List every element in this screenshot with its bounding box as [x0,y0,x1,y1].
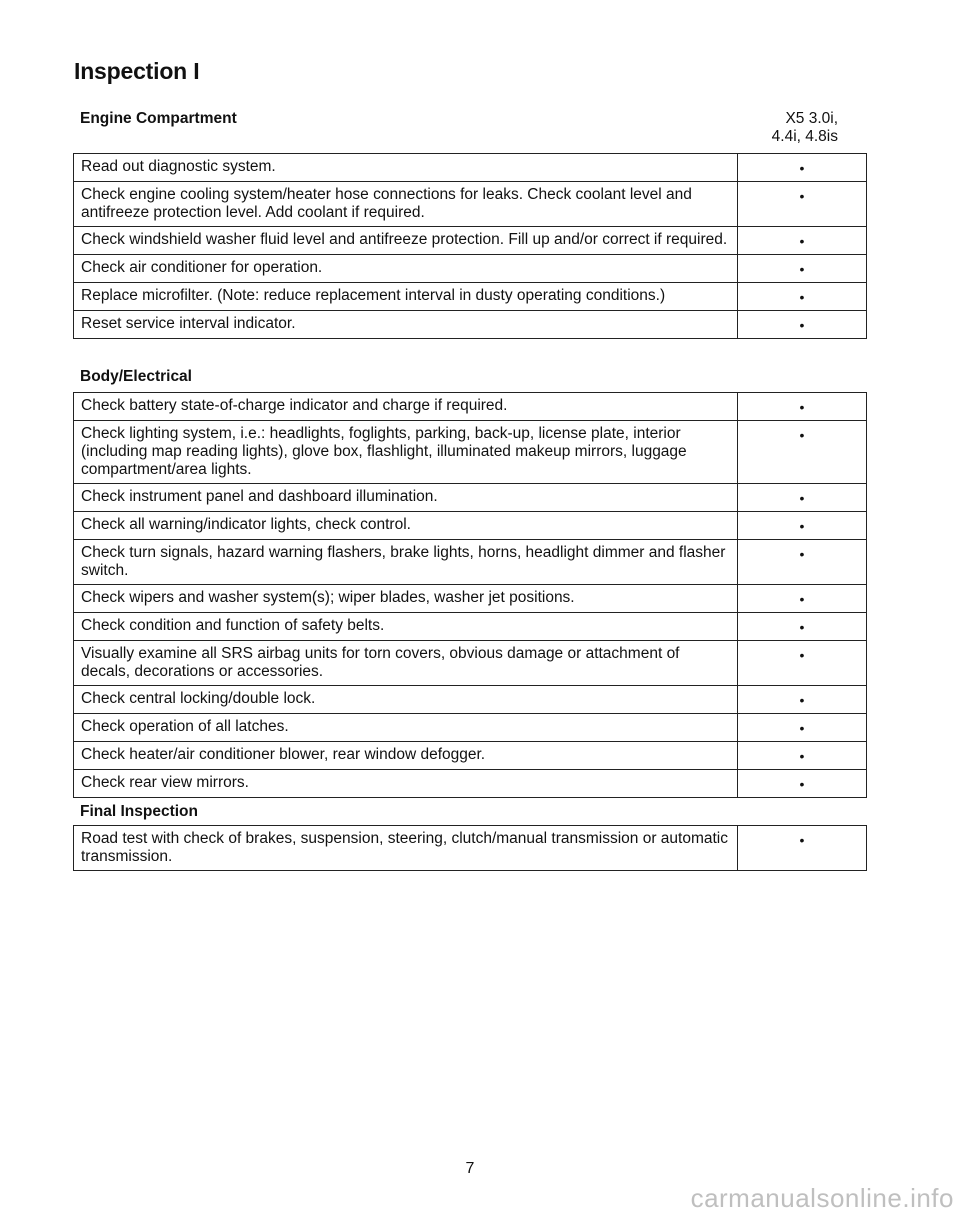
task-description: Check heater/air conditioner blower, rear window defogger. [74,742,738,770]
watermark-text: carmanualsonline.info [690,1183,954,1213]
task-description: Check lighting system, i.e.: headlights, foglights, parking, back-up, license plate, interior (including map reading lights), glove box, flashlight, illuminated makeup mirrors, luggage compartment/area lights. [74,421,738,484]
applicable-bullet: • [738,154,867,182]
applicable-bullet: • [738,714,867,742]
table-row [74,742,867,770]
table-row [74,826,867,871]
applicable-bullet: • [738,540,867,585]
task-description: Check all warning/indicator lights, check control. [74,512,738,540]
task-description: Replace microfilter. (Note: reduce replacement interval in dusty operating conditions.) [74,283,738,311]
applicable-bullet: • [738,227,867,255]
applicable-bullet: • [738,393,867,421]
table-row [74,154,867,182]
applicable-bullet: • [738,770,867,798]
applicable-bullet: • [738,742,867,770]
table-row [74,182,867,227]
section-heading-final-inspection: Final Inspection [80,803,198,820]
task-description: Check engine cooling system/heater hose connections for leaks. Check coolant level and antifreeze protection level. Add coolant if required. [74,182,738,227]
applicable-bullet: • [738,421,867,484]
model-header-line-1: X5 3.0i, [785,110,838,127]
applicable-bullet: • [738,512,867,540]
page-number: 7 [465,1160,475,1177]
table-row [74,421,867,484]
page-title: Inspection I [74,58,200,84]
table-row [74,585,867,613]
final-inspection-table [73,825,867,871]
task-description: Check operation of all latches. [74,714,738,742]
applicable-bullet: • [738,255,867,283]
task-description: Read out diagnostic system. [74,154,738,182]
table-row [74,283,867,311]
section-heading-body-electrical: Body/Electrical [80,368,192,385]
task-description: Check condition and function of safety belts. [74,613,738,641]
engine-compartment-table [73,153,867,339]
table-row [74,393,867,421]
table-row [74,540,867,585]
task-description: Check rear view mirrors. [74,770,738,798]
task-description: Check windshield washer fluid level and antifreeze protection. Fill up and/or correct if required. [74,227,738,255]
section-heading-engine-compartment: Engine Compartment [80,110,237,127]
applicable-bullet: • [738,686,867,714]
applicable-bullet: • [738,484,867,512]
applicable-bullet: • [738,641,867,686]
applicable-bullet: • [738,613,867,641]
table-row [74,311,867,339]
table-row [74,686,867,714]
task-description: Check air conditioner for operation. [74,255,738,283]
task-description: Check turn signals, hazard warning flashers, brake lights, horns, headlight dimmer and flasher switch. [74,540,738,585]
table-row [74,613,867,641]
applicable-bullet: • [738,283,867,311]
applicable-bullet: • [738,585,867,613]
task-description: Check instrument panel and dashboard illumination. [74,484,738,512]
applicable-bullet: • [738,311,867,339]
model-column-header [678,110,838,146]
table-row [74,641,867,686]
task-description: Road test with check of brakes, suspension, steering, clutch/manual transmission or automatic transmission. [74,826,738,871]
task-description: Visually examine all SRS airbag units for torn covers, obvious damage or attachment of decals, decorations or accessories. [74,641,738,686]
applicable-bullet: • [738,826,867,871]
body-electrical-table [73,392,867,798]
task-description: Reset service interval indicator. [74,311,738,339]
table-row [74,227,867,255]
task-description: Check central locking/double lock. [74,686,738,714]
table-row [74,512,867,540]
task-description: Check wipers and washer system(s); wiper blades, washer jet positions. [74,585,738,613]
applicable-bullet: • [738,182,867,227]
table-row [74,255,867,283]
task-description: Check battery state-of-charge indicator and charge if required. [74,393,738,421]
table-row [74,714,867,742]
table-row [74,484,867,512]
model-header-line-2: 4.4i, 4.8is [771,128,838,145]
table-row [74,770,867,798]
